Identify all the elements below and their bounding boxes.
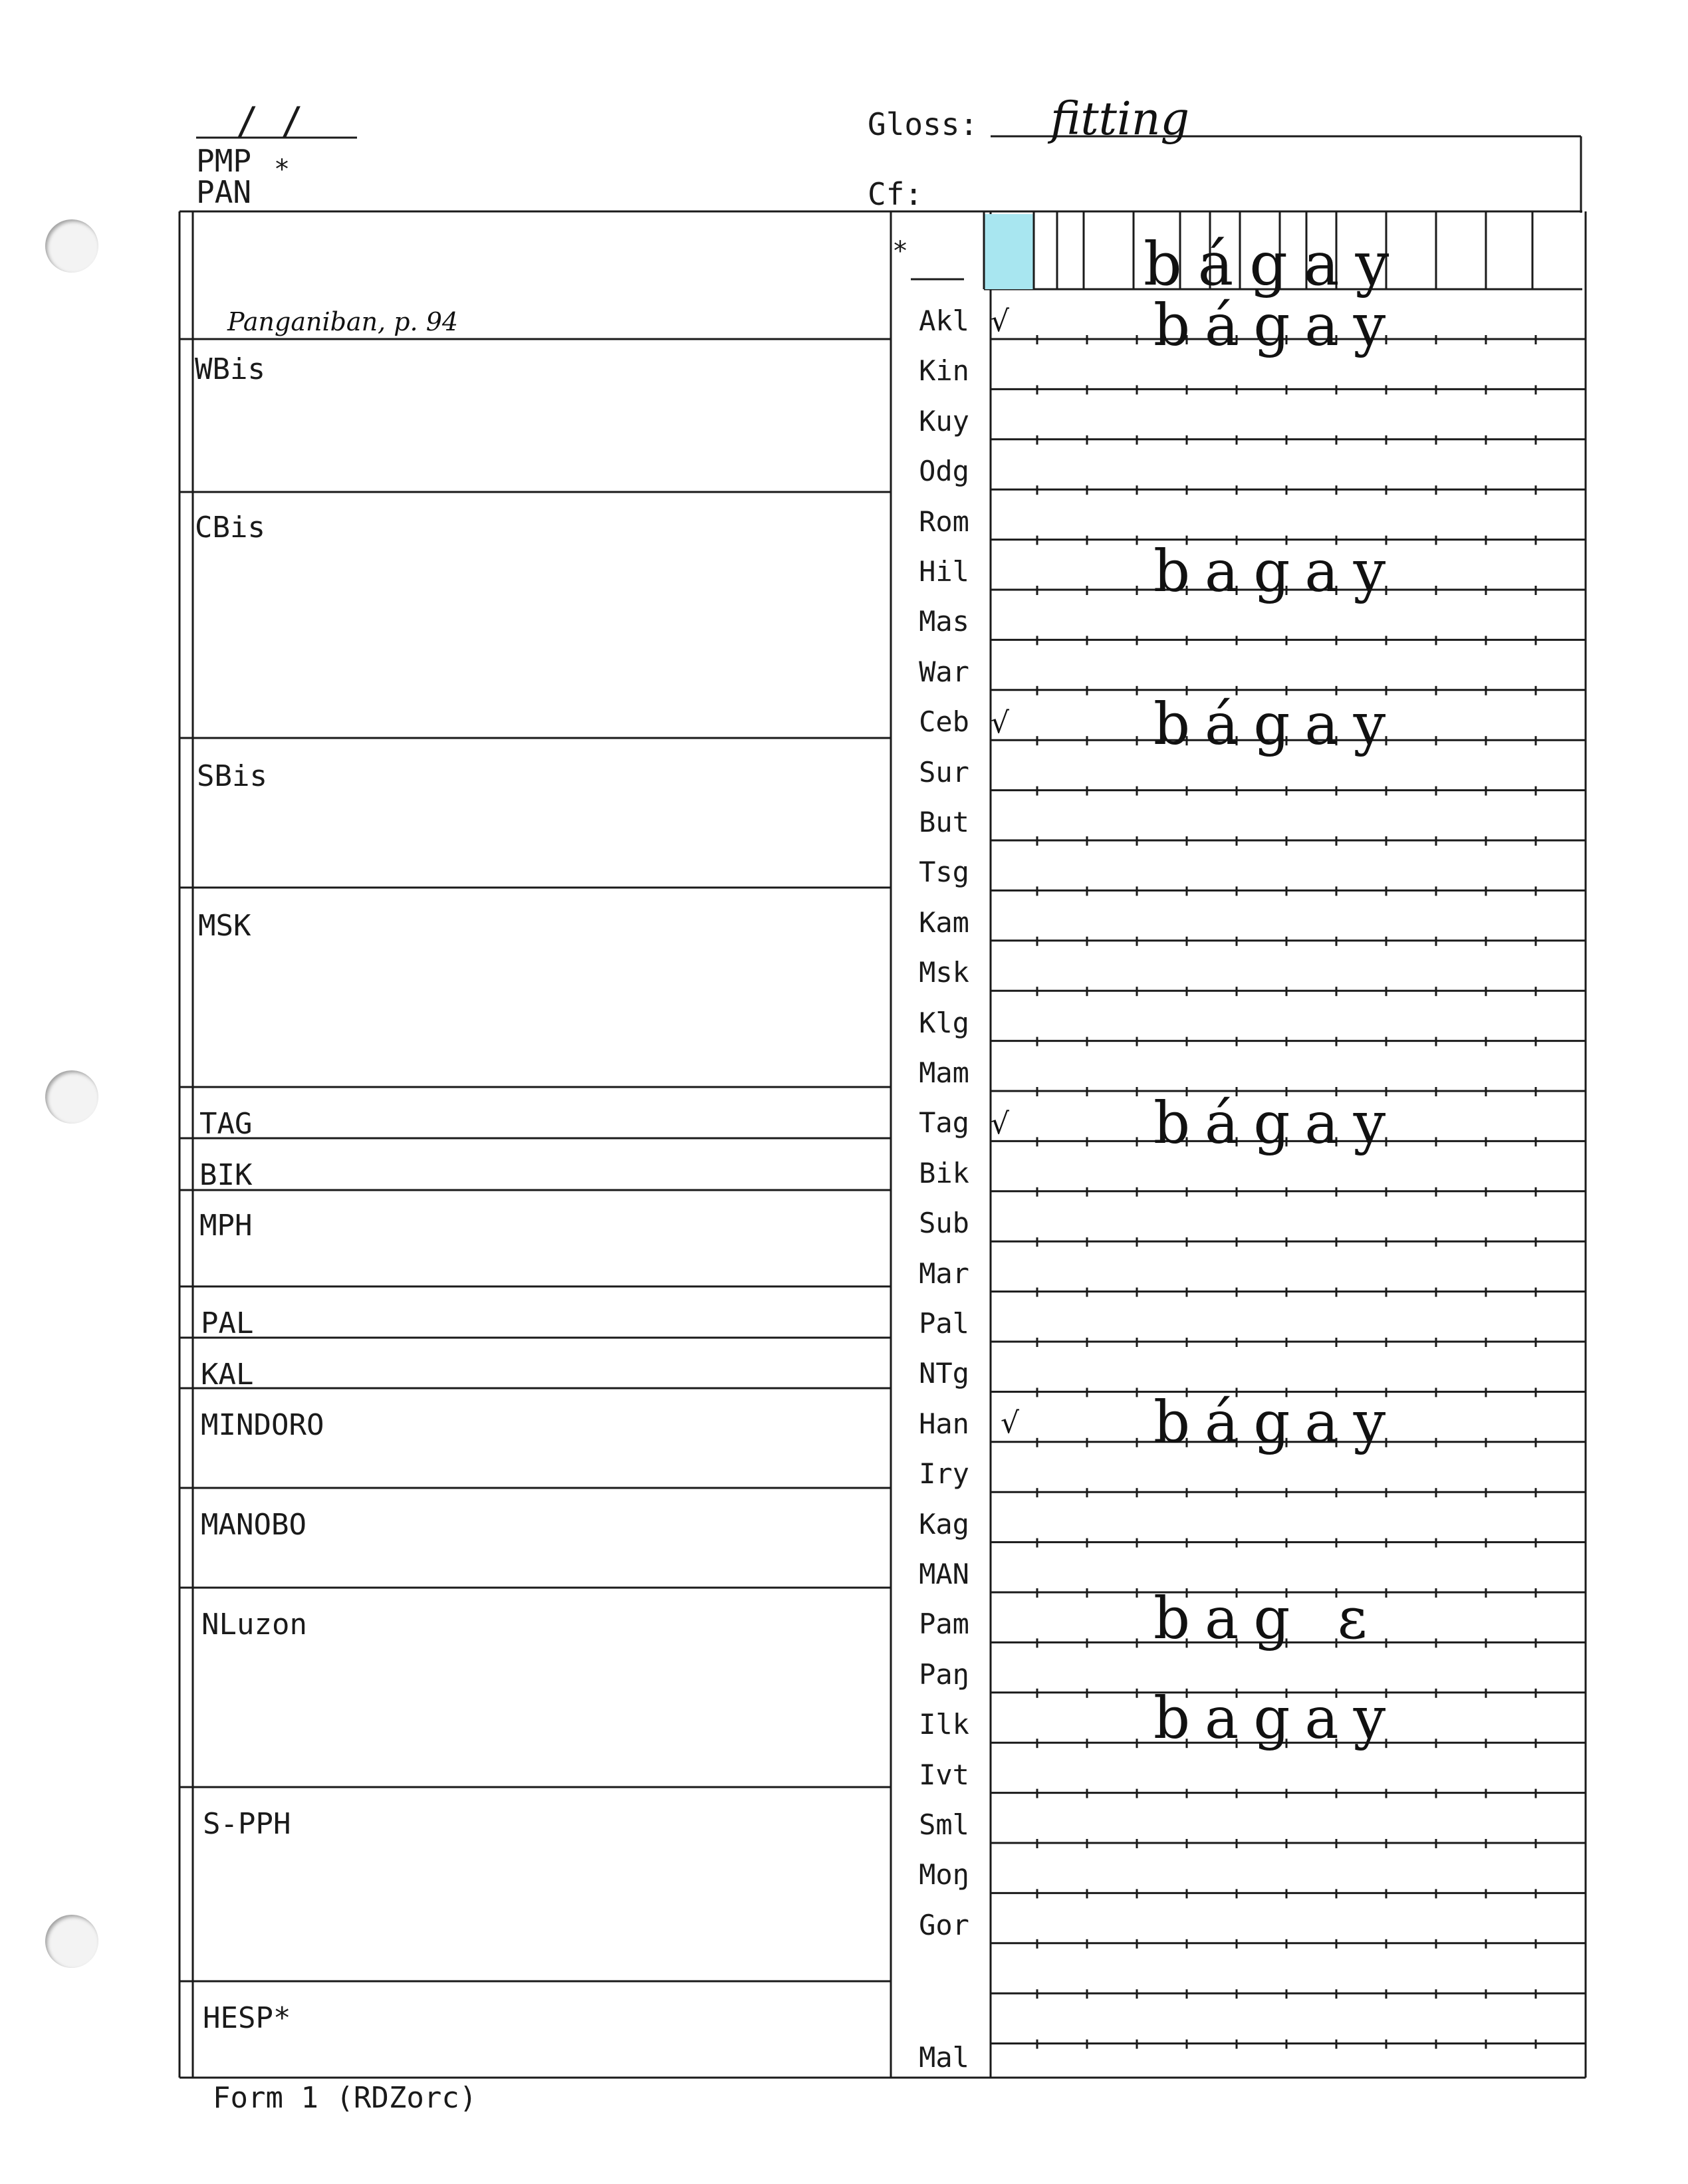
- lang-label-ceb: Ceb: [919, 705, 969, 739]
- pmp-label: PMP: [196, 143, 252, 179]
- lang-label-ntg: NTg: [919, 1357, 969, 1390]
- check-mark-ceb: √: [991, 706, 1010, 740]
- form-label: Form 1 (RDZorc): [213, 2081, 477, 2115]
- lang-label-but: But: [919, 806, 969, 838]
- highlight-box: [984, 214, 1034, 289]
- check-mark-akl: √: [991, 304, 1010, 338]
- lang-label-sub: Sub: [919, 1207, 969, 1240]
- lang-label-kuy: Kuy: [919, 404, 969, 437]
- lang-label-iry: Iry: [919, 1457, 969, 1491]
- lang-label-mal: Mal: [919, 2041, 969, 2074]
- lang-label-ivt: Ivt: [919, 1758, 969, 1791]
- entry-ilk: bagay: [1153, 1685, 1401, 1752]
- lang-label-sur: Sur: [919, 755, 969, 789]
- lang-label-man: MAN: [919, 1558, 969, 1590]
- lang-label-kam: Kam: [919, 906, 969, 939]
- group-mph: MPH: [199, 1209, 253, 1243]
- lang-label-tag: Tag: [919, 1106, 969, 1140]
- group-sbis: SBis: [197, 759, 267, 793]
- lang-label-hil: Hil: [919, 555, 969, 588]
- lang-label-war: War: [919, 655, 969, 688]
- group-nluzon: NLuzon: [201, 1608, 307, 1641]
- top-form: bágay: [1144, 229, 1405, 299]
- lang-label-pal: Pal: [919, 1307, 969, 1340]
- gloss-value: fitting: [1050, 93, 1190, 146]
- cf-label: Cf:: [868, 176, 923, 212]
- entry-ceb: bágay: [1153, 691, 1401, 758]
- lang-label-gor: Gor: [919, 1908, 969, 1941]
- lang-label-sml: Sml: [919, 1808, 969, 1841]
- lang-label-mar: Mar: [919, 1257, 969, 1290]
- gloss-label: Gloss:: [868, 106, 979, 142]
- entry-han: bágay: [1153, 1390, 1401, 1456]
- entry-akl: bágay: [1153, 293, 1401, 359]
- entry-pam: bag ɛ: [1153, 1586, 1382, 1652]
- lang-label-kin: Kin: [919, 354, 969, 388]
- check-mark-han: √: [1001, 1406, 1020, 1440]
- group-kal: KAL: [201, 1358, 254, 1392]
- group-mindoro: MINDORO: [201, 1408, 324, 1442]
- group-tag: TAG: [199, 1107, 253, 1141]
- check-mark-tag: √: [991, 1107, 1010, 1141]
- pan-asterisk: *: [274, 154, 291, 185]
- date-slashes: / /: [236, 100, 304, 143]
- lang-label-han: Han: [919, 1407, 969, 1440]
- reference-note: Panganiban, p. 94: [227, 307, 459, 336]
- group-hesp: HESP*: [203, 2001, 291, 2035]
- group-pal: PAL: [201, 1306, 254, 1340]
- pan-label: PAN: [196, 174, 252, 210]
- lang-label-mam: Mam: [919, 1056, 969, 1089]
- entry-tag: bágay: [1153, 1090, 1401, 1157]
- lang-label-ilk: Ilk: [919, 1708, 969, 1741]
- lang-label-mas: Mas: [919, 605, 969, 638]
- group-msk: MSK: [198, 909, 251, 943]
- lang-label-tsg: Tsg: [919, 856, 969, 889]
- group-s-pph: S-PPH: [203, 1807, 291, 1841]
- lang-label-rom: Rom: [919, 505, 969, 538]
- lang-label-bik: Bik: [919, 1156, 969, 1189]
- group-wbis: WBis: [195, 352, 265, 386]
- group-bik: BIK: [199, 1158, 253, 1192]
- lang-label-pam: Pam: [919, 1608, 969, 1641]
- group-cbis: CBis: [195, 511, 265, 545]
- lang-label-kag: Kag: [919, 1507, 969, 1540]
- lang-label-akl: Akl: [919, 304, 969, 337]
- lang-label-msk: Msk: [919, 956, 969, 989]
- lang-label-moŋ: Moŋ: [919, 1858, 969, 1891]
- group-manobo: MANOBO: [201, 1508, 306, 1542]
- entry-hil: bagay: [1153, 539, 1401, 605]
- lang-label-paŋ: Paŋ: [919, 1657, 969, 1691]
- lang-label-odg: Odg: [919, 455, 969, 488]
- lang-label-klg: Klg: [919, 1006, 969, 1039]
- reconstruction-star: *: [892, 236, 909, 267]
